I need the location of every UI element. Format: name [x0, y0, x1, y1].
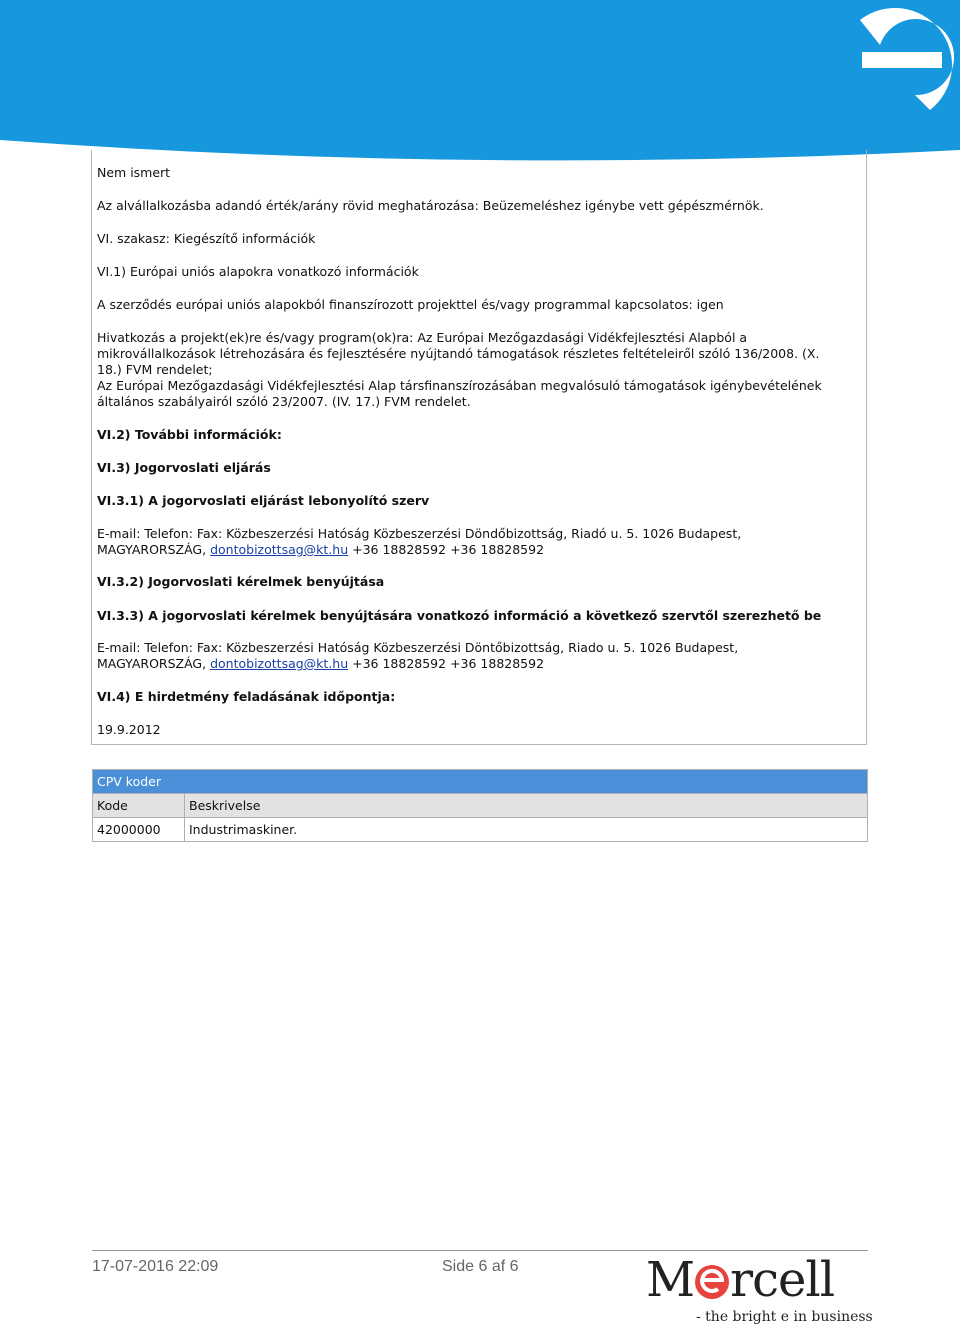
- logo-wordmark: [646, 1252, 834, 1308]
- cpv-table: [92, 769, 868, 842]
- header-banner: [0, 0, 960, 165]
- logo-letter-m: M: [646, 1252, 695, 1308]
- heading-vi-1: VI.1) Európai uniós alapokra vonatkozó információk: [97, 264, 419, 279]
- cpv-table-header-row: [93, 794, 868, 818]
- text-nem-ismert: Nem ismert: [97, 165, 171, 180]
- cpv-cell-code: 42000000: [93, 818, 185, 842]
- heading-vi-3: VI.3) Jogorvoslati eljárás: [97, 460, 271, 475]
- text-subcontract-value: Az alvállalkozásba adandó érték/arány rövid meghatározása: Beüzemeléshez igénybe vett gépészmérnök.: [97, 198, 764, 213]
- heading-vi-3-3: VI.3.3) A jogorvoslati kérelmek benyújtására vonatkozó információ a következő szervtől szerezhető be: [97, 608, 822, 623]
- marcell-logo: [640, 1252, 873, 1327]
- section-heading-vi: VI. szakasz: Kiegészítő információk: [97, 231, 316, 246]
- heading-vi-3-2: VI.3.2) Jogorvoslati kérelmek benyújtása: [97, 574, 385, 589]
- footer-page-number: Side 6 af 6: [442, 1258, 519, 1275]
- banner-graphic: [0, 0, 960, 165]
- heading-vi-3-1: VI.3.1) A jogorvoslati eljárást lebonyolító szerv: [97, 493, 430, 508]
- logo-letters-rest: rcell: [730, 1252, 835, 1308]
- logo-e-icon: [694, 1260, 730, 1300]
- heading-vi-4: VI.4) E hirdetmény feladásának időpontja:: [97, 689, 396, 704]
- cpv-header-code: Kode: [93, 794, 185, 818]
- review-body-phones: +36 18828592 +36 18828592: [348, 542, 545, 557]
- email-link-info-body[interactable]: dontobizottsag@kt.hu: [210, 656, 349, 671]
- email-link-review-body[interactable]: dontobizottsag@kt.hu: [210, 542, 349, 557]
- cpv-header-description: Beskrivelse: [185, 794, 868, 818]
- cpv-table-title-row: [93, 770, 868, 794]
- logo-tagline: - the bright e in business: [696, 1309, 873, 1325]
- text-project-reference: Hivatkozás a projekt(ek)re és/vagy program(ok)ra: Az Európai Mezőgazdasági Vidékfejlesztési Alapból a mikrovállalkozások létrehozására és fejlesztésére nyújtandó támogatások részletes feltételeiről szóló 136/2008. (X. 18.) FVM rendelet;: [97, 330, 820, 377]
- table-row: [93, 818, 868, 842]
- text-review-body: [97, 526, 847, 558]
- cpv-cell-description: Industrimaskiner.: [185, 818, 868, 842]
- info-body-address: E-mail: Telefon: Fax: Közbeszerzési Hatóság Közbeszerzési Döntőbizottság, Riado u. 5. 1026 Budapest, MAGYARORSZÁG,: [97, 640, 739, 671]
- text-eu-funds: A szerződés európai uniós alapokból finanszírozott projekttel és/vagy programmal kapcsolatos: igen: [97, 297, 724, 312]
- cpv-table-title: CPV koder: [93, 770, 868, 794]
- heading-vi-2: VI.2) További információk:: [97, 427, 282, 442]
- info-body-phones: +36 18828592 +36 18828592: [348, 656, 545, 671]
- footer-timestamp: 17-07-2016 22:09: [92, 1258, 219, 1275]
- text-dispatch-date: 19.9.2012: [97, 722, 161, 737]
- review-body-address: E-mail: Telefon: Fax: Közbeszerzési Hatóság Közbeszerzési Döndőbizottság, Riadó u. 5. 1026 Budapest, MAGYARORSZÁG,: [97, 526, 742, 557]
- text-info-body: [97, 640, 847, 672]
- text-regulation: Az Európai Mezőgazdasági Vidékfejlesztési Alap társfinanszírozásában megvalósuló támogatások igénybevételének általános szabályairól szóló 23/2007. (IV. 17.) FVM rendelet.: [97, 378, 822, 409]
- footer-divider: [92, 1250, 868, 1251]
